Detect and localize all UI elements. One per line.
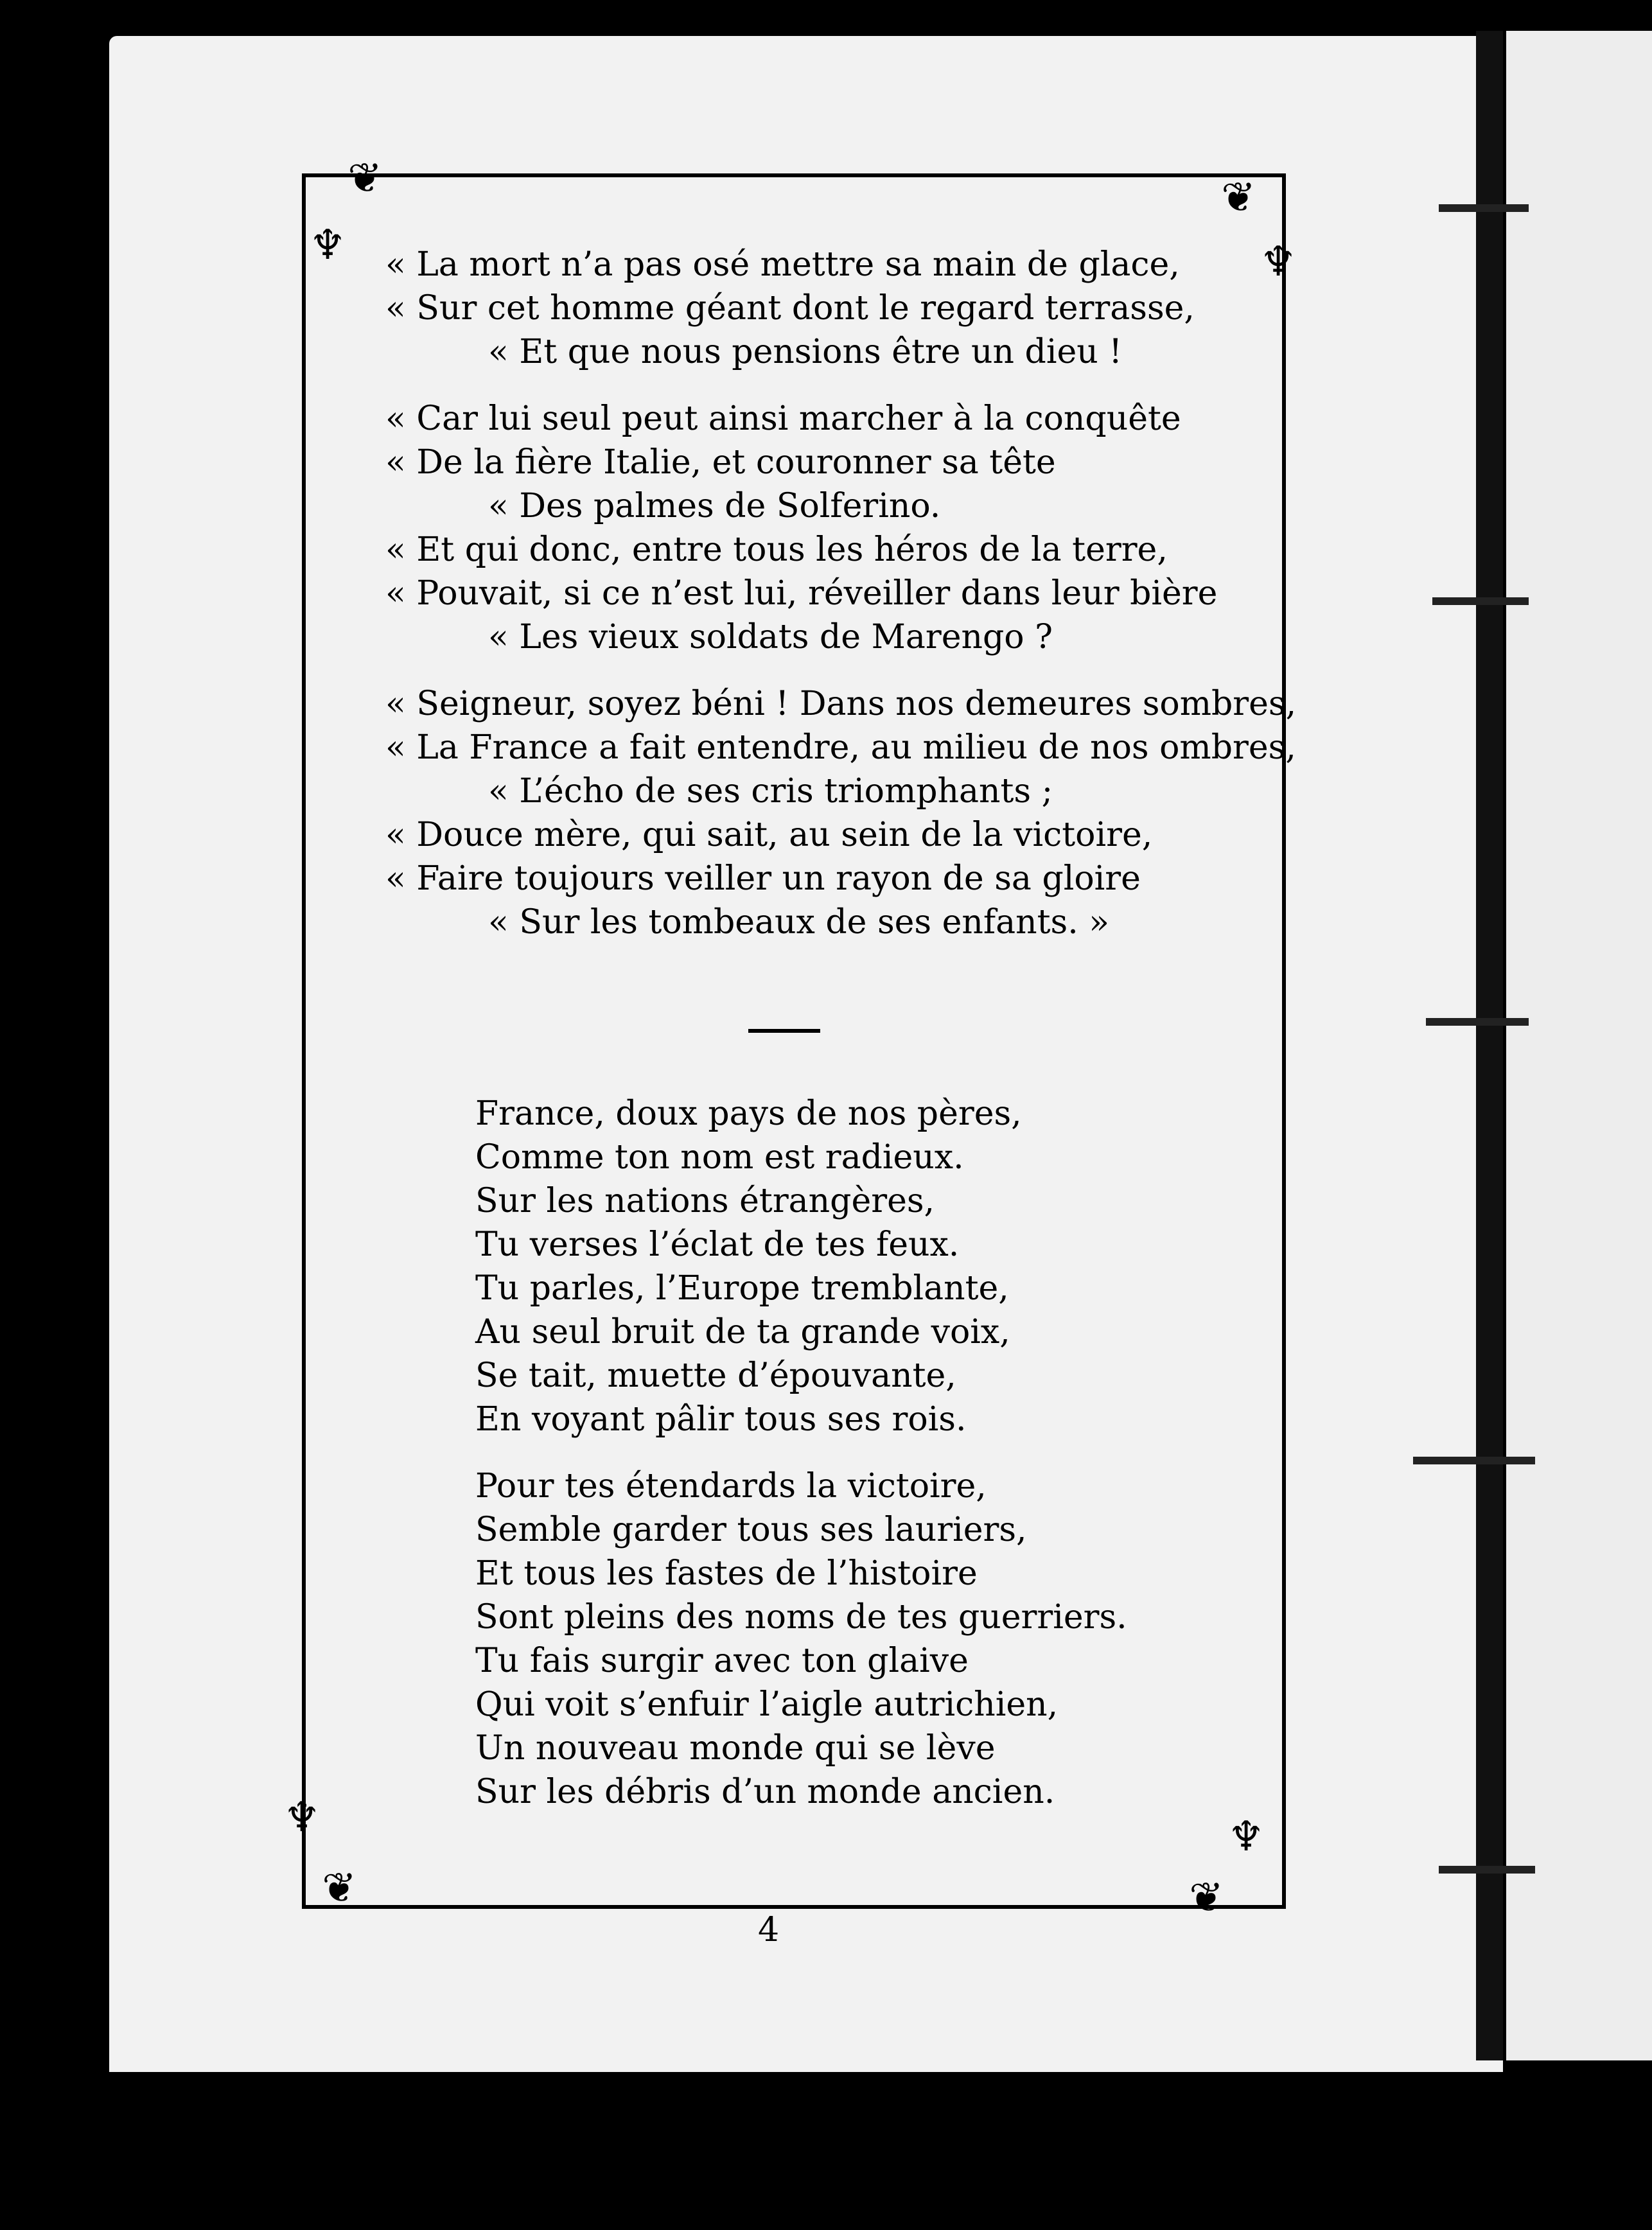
poem-line: « Des palmes de Solferino. [488, 487, 941, 525]
stanza [385, 682, 1296, 944]
poem-line: « Sur les tombeaux de ses enfants. » [488, 903, 1110, 942]
lyre-ornament-icon: ❦ [1189, 1874, 1226, 1922]
side-ornament-top-left [302, 200, 353, 290]
poem-line: « La mort n’a pas osé mettre sa main de glace, [385, 245, 1180, 284]
poem-line: En voyant pâlir tous ses rois. [475, 1400, 967, 1439]
poem-line: « Les vieux soldats de Marengo ? [488, 618, 1053, 656]
lyre-icon: ♆ [309, 222, 346, 269]
corner-ornament-bottom-right [1143, 1859, 1272, 1936]
lyre-ornament-icon: ❦ [347, 155, 385, 202]
poem-line: « Car lui seul peut ainsi marcher à la conquête [385, 399, 1181, 438]
poem-line: Sur les débris d’un monde ancien. [475, 1773, 1055, 1811]
poem-line: Tu parles, l’Europe tremblante, [475, 1269, 1009, 1308]
poem-line: Tu verses l’éclat de tes feux. [475, 1225, 960, 1264]
poem-line: « Et que nous pensions être un dieu ! [488, 333, 1123, 371]
poem-line: « La France a fait entendre, au milieu de nos ombres, [385, 728, 1296, 767]
section-separator [748, 1029, 820, 1033]
poem-line: France, doux pays de nos pères, [475, 1094, 1022, 1133]
lyre-icon: ♆ [1260, 238, 1297, 286]
poem-line: Pour tes étendards la victoire, [475, 1467, 987, 1506]
poem-line: « Pouvait, si ce n’est lui, réveiller dans leur bière [385, 574, 1218, 613]
poem-line: « Douce mère, qui sait, au sein de la victoire, [385, 816, 1153, 854]
page-number: 4 [758, 1911, 780, 1949]
poem-line: « De la fière Italie, et couronner sa tête [385, 443, 1056, 482]
stanza [385, 243, 1296, 374]
poem-line: « L’écho de ses cris triomphants ; [488, 772, 1053, 811]
poem-line: Au seul bruit de ta grande voix, [475, 1313, 1010, 1351]
poem-line: Qui voit s’enfuir l’aigle autrichien, [475, 1685, 1059, 1724]
poem-line: Tu fais surgir avec ton glaive [475, 1642, 969, 1680]
binding-stitch [1426, 1018, 1529, 1026]
poem-line: Un nouveau monde qui se lève [475, 1729, 996, 1768]
song-poem-section [475, 1092, 1127, 1814]
poem-line: « Sur cet homme géant dont le regard terrasse, [385, 289, 1195, 328]
poem-line: Sont pleins des noms de tes guerriers. [475, 1598, 1127, 1637]
poem-line: Se tait, muette d’épouvante, [475, 1356, 956, 1395]
lyre-ornament-icon: ❦ [1221, 174, 1258, 222]
poem-line: « Seigneur, soyez béni ! Dans nos demeures sombres, [385, 685, 1297, 723]
stanza [475, 1092, 1127, 1441]
corner-ornament-bottom-left [276, 1850, 405, 1927]
quoted-poem-section [385, 243, 1296, 944]
poem-line: Et tous les fastes de l’histoire [475, 1554, 978, 1593]
stanza [475, 1464, 1127, 1814]
lyre-icon: ♆ [283, 1794, 321, 1841]
side-ornament-bottom-left [276, 1773, 328, 1863]
book-spine [1476, 31, 1503, 2060]
poem-line: Semble garder tous ses lauriers, [475, 1511, 1027, 1549]
lyre-icon: ♆ [1227, 1813, 1265, 1861]
binding-stitch [1432, 597, 1529, 605]
adjacent-page [1506, 31, 1652, 2060]
binding-stitch [1439, 1866, 1535, 1874]
lyre-ornament-icon: ❦ [322, 1865, 359, 1912]
stanza [385, 397, 1296, 659]
poem-line: « Faire toujours veiller un rayon de sa gloire [385, 859, 1141, 898]
poem-line: Sur les nations étrangères, [475, 1182, 935, 1220]
poem-line: Comme ton nom est radieux. [475, 1138, 964, 1177]
binding-stitch [1413, 1457, 1535, 1464]
poem-line: « Et qui donc, entre tous les héros de la terre, [385, 531, 1168, 569]
binding-stitch [1439, 204, 1529, 212]
